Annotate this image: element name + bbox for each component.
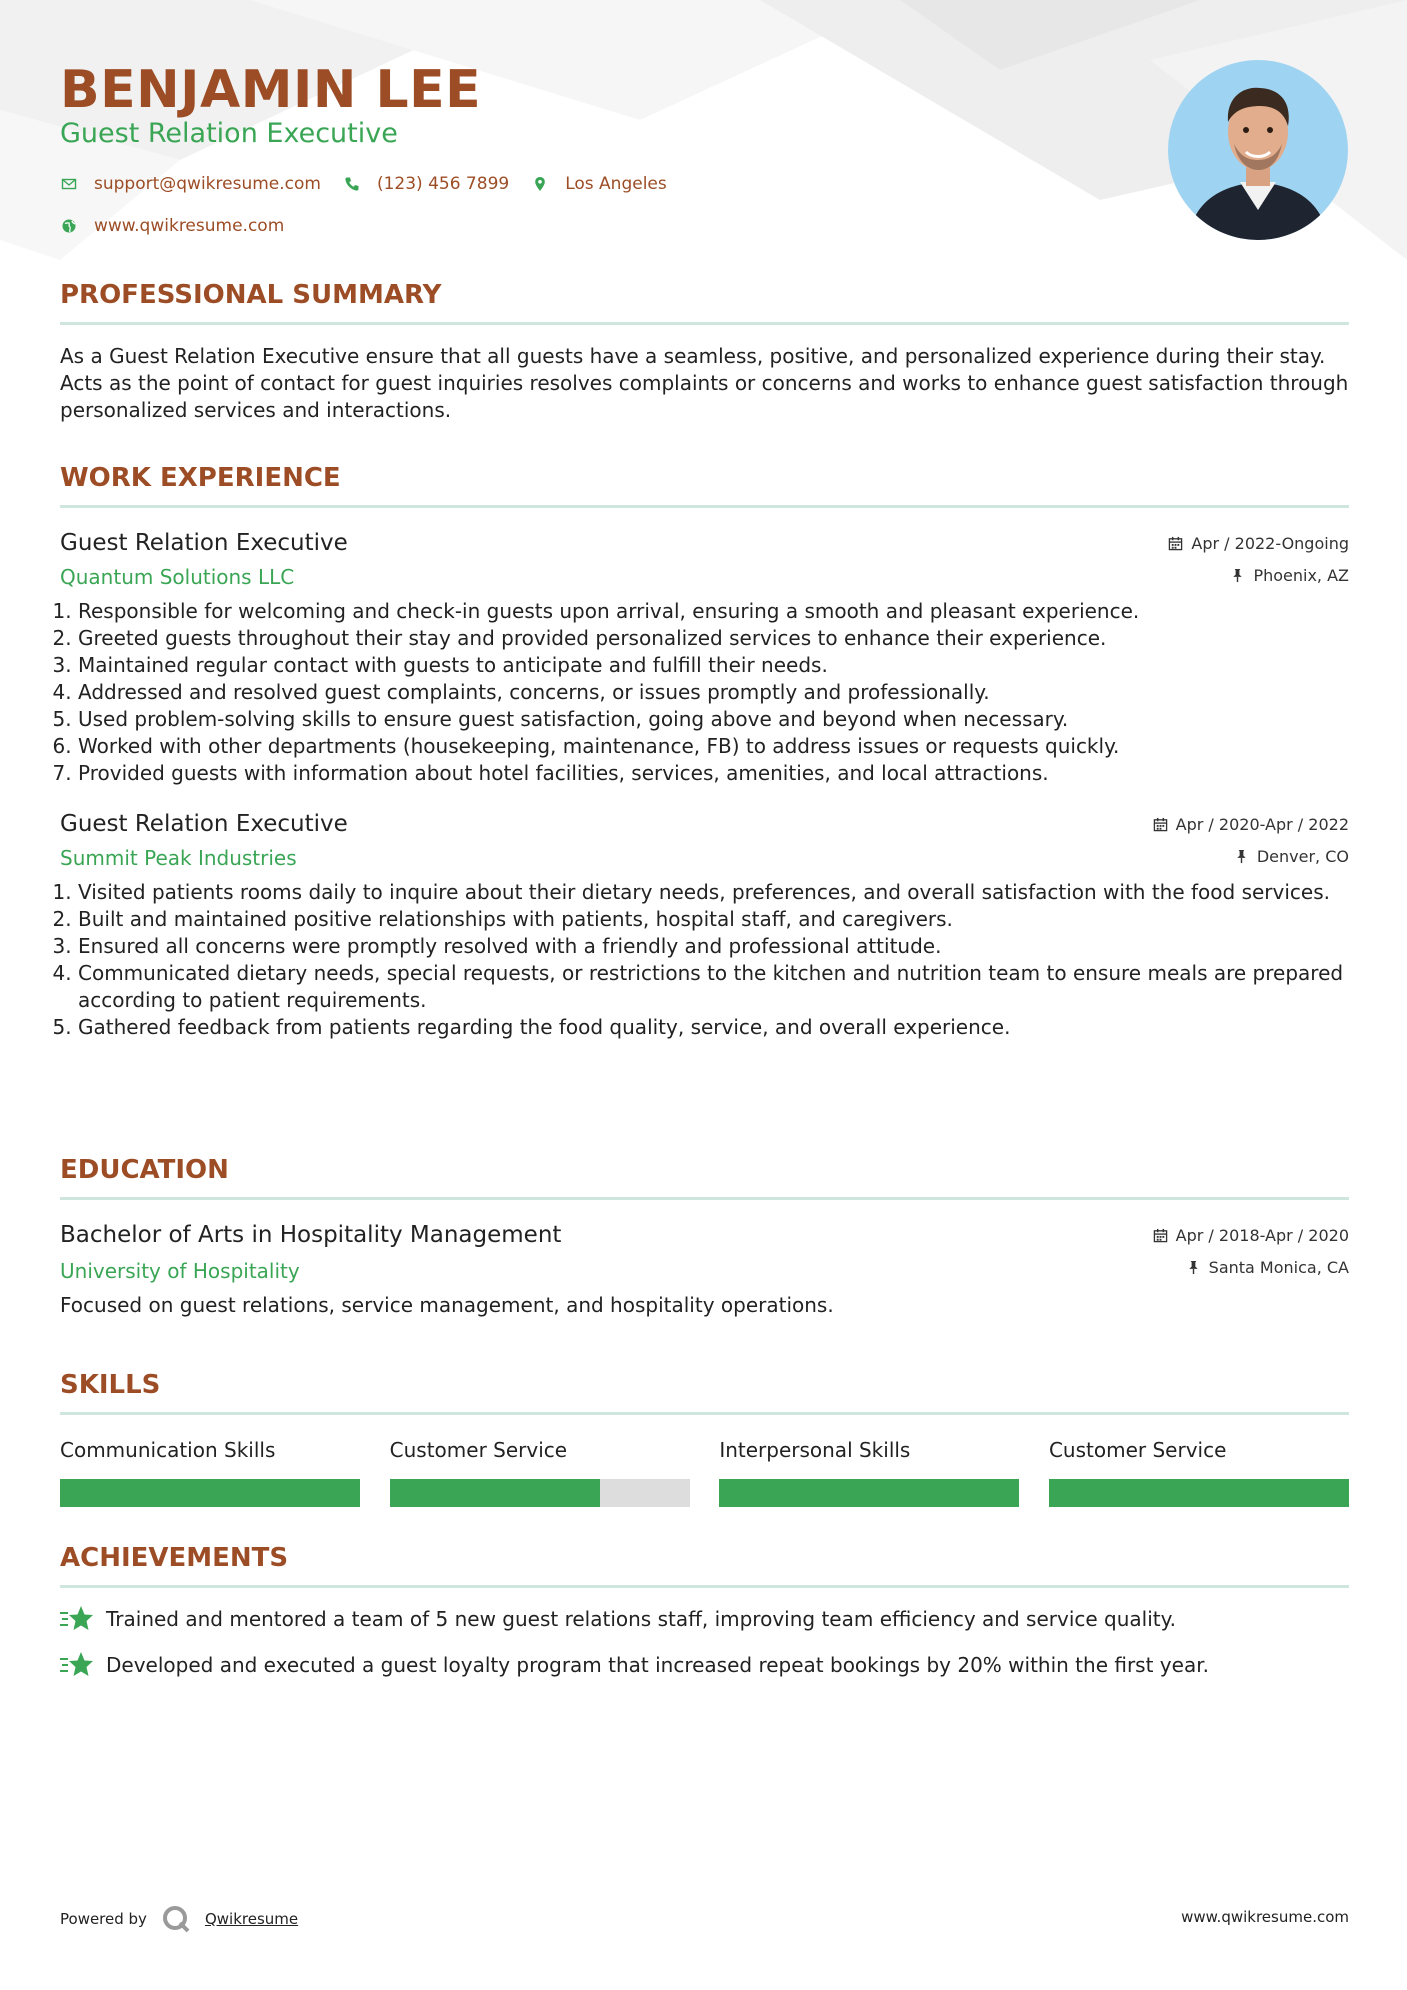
job-date bbox=[1168, 534, 1349, 553]
achievements-heading: ACHIEVEMENTS bbox=[60, 1543, 289, 1573]
website-text: www.qwikresume.com bbox=[94, 216, 285, 236]
envelope-icon bbox=[60, 175, 78, 193]
job-location bbox=[1230, 566, 1349, 585]
experience-heading: WORK EXPERIENCE bbox=[60, 463, 341, 493]
skill-level-bar bbox=[390, 1479, 690, 1507]
list-item: 4. Communicated dietary needs, special requests, or restrictions to the kitchen and nutrition team to ensure meals are prepared according to patient requirements. bbox=[78, 960, 1349, 1014]
list-item: 6. Worked with other departments (housekeeping, maintenance, FB) to address issues or requests quickly. bbox=[78, 733, 1349, 760]
star-achievement-icon bbox=[60, 1604, 94, 1634]
list-item: 1. Visited patients rooms daily to inquire about their dietary needs, preferences, and overall satisfaction with the food services. bbox=[78, 879, 1349, 906]
calendar-icon bbox=[1168, 536, 1183, 551]
candidate-name: BENJAMIN LEE bbox=[60, 60, 482, 120]
education-date-text: Apr / 2018-Apr / 2020 bbox=[1175, 1226, 1349, 1245]
achievements-section bbox=[60, 1541, 1349, 1680]
list-item: 2. Greeted guests throughout their stay and provided personalized services to enhance their experience. bbox=[78, 625, 1349, 652]
skills-heading: SKILLS bbox=[60, 1370, 161, 1400]
list-item: 3. Maintained regular contact with guests to anticipate and fulfill their needs. bbox=[78, 652, 1349, 679]
pushpin-icon bbox=[1234, 849, 1249, 864]
skill-item bbox=[1049, 1437, 1349, 1507]
job-date-text: Apr / 2022-Ongoing bbox=[1191, 534, 1349, 553]
skill-name: Customer Service bbox=[389, 1438, 568, 1462]
job-location bbox=[1234, 847, 1349, 866]
pushpin-icon bbox=[1186, 1260, 1201, 1275]
job-company: Summit Peak Industries bbox=[60, 846, 297, 870]
skill-name: Communication Skills bbox=[60, 1438, 276, 1462]
skill-item bbox=[719, 1437, 1019, 1507]
map-pin-icon bbox=[531, 175, 549, 193]
achievement-text: Trained and mentored a team of 5 new guest relations staff, improving team efficiency and service quality. bbox=[106, 1606, 1176, 1631]
skill-level-fill bbox=[390, 1479, 600, 1507]
job-date-text: Apr / 2020-Apr / 2022 bbox=[1175, 815, 1349, 834]
contact-info bbox=[60, 172, 1060, 256]
education-description: Focused on guest relations, service management, and hospitality operations. bbox=[60, 1293, 834, 1317]
phone-icon bbox=[343, 175, 361, 193]
skill-level-bar bbox=[1049, 1479, 1349, 1507]
skills-section bbox=[60, 1368, 1349, 1507]
candidate-title: Guest Relation Executive bbox=[60, 118, 398, 149]
pushpin-icon bbox=[1230, 568, 1245, 583]
job-company: Quantum Solutions LLC bbox=[60, 565, 295, 589]
website-contact[interactable] bbox=[60, 216, 284, 236]
list-item: 5. Gathered feedback from patients regarding the food quality, service, and overall experience. bbox=[78, 1014, 1349, 1041]
education-date bbox=[1153, 1226, 1349, 1245]
school: University of Hospitality bbox=[60, 1259, 300, 1283]
brand-link[interactable]: Qwikresume bbox=[204, 1910, 299, 1928]
section-divider bbox=[60, 1585, 1349, 1588]
list-item: 7. Provided guests with information about hotel facilities, services, amenities, and local attractions. bbox=[78, 760, 1349, 787]
degree: Bachelor of Arts in Hospitality Management bbox=[60, 1222, 562, 1248]
skill-level-bar bbox=[60, 1479, 360, 1507]
list-item: 1. Responsible for welcoming and check-in guests upon arrival, ensuring a smooth and pleasant experience. bbox=[78, 598, 1349, 625]
calendar-icon bbox=[1153, 817, 1168, 832]
footer-website[interactable]: www.qwikresume.com bbox=[1181, 1908, 1349, 1926]
job-duties bbox=[60, 879, 1349, 1041]
job-location-text: Denver, CO bbox=[1256, 847, 1349, 866]
location-text: Los Angeles bbox=[565, 174, 667, 194]
email-contact[interactable] bbox=[60, 174, 321, 194]
skill-name: Customer Service bbox=[1048, 1438, 1227, 1462]
phone-text: (123) 456 7899 bbox=[376, 174, 510, 194]
section-divider bbox=[60, 322, 1349, 325]
list-item: 2. Built and maintained positive relationships with patients, hospital staff, and caregivers. bbox=[78, 906, 1349, 933]
list-item: 3. Ensured all concerns were promptly resolved with a friendly and professional attitude. bbox=[78, 933, 1349, 960]
section-divider bbox=[60, 1412, 1349, 1415]
profile-photo bbox=[1168, 60, 1348, 240]
achievement-item bbox=[60, 1650, 1349, 1680]
job-entry bbox=[60, 809, 1349, 1041]
achievement-text: Developed and executed a guest loyalty program that increased repeat bookings by 20% within the first year. bbox=[106, 1652, 1209, 1677]
skill-level-fill bbox=[60, 1479, 360, 1507]
education-heading: EDUCATION bbox=[60, 1155, 229, 1185]
skill-name: Interpersonal Skills bbox=[719, 1438, 911, 1462]
job-role: Guest Relation Executive bbox=[60, 530, 348, 556]
skill-level-fill bbox=[719, 1479, 1019, 1507]
job-role: Guest Relation Executive bbox=[60, 811, 348, 837]
education-location-text: Santa Monica, CA bbox=[1208, 1258, 1349, 1277]
summary-text: As a Guest Relation Executive ensure that all guests have a seamless, positive, and personalized experience during their stay. Acts as the point of contact for guest inquiries resolves complaints or concerns and works to enhance guest satisfaction through personalized services and interactions. bbox=[60, 344, 1349, 422]
powered-by bbox=[60, 1904, 298, 1934]
summary-heading: PROFESSIONAL SUMMARY bbox=[60, 280, 442, 310]
education-entry bbox=[60, 1220, 1349, 1319]
job-date bbox=[1153, 815, 1349, 834]
qwikresume-logo-icon bbox=[161, 1904, 191, 1934]
skill-item bbox=[390, 1437, 690, 1507]
job-location-text: Phoenix, AZ bbox=[1253, 566, 1349, 585]
location-contact bbox=[531, 174, 667, 194]
skill-level-fill bbox=[1049, 1479, 1349, 1507]
list-item: 4. Addressed and resolved guest complaints, concerns, or issues promptly and professionally. bbox=[78, 679, 1349, 706]
job-duties bbox=[60, 598, 1349, 787]
globe-icon bbox=[60, 217, 78, 235]
star-achievement-icon bbox=[60, 1650, 94, 1680]
calendar-icon bbox=[1153, 1228, 1168, 1243]
page-footer bbox=[60, 1898, 1349, 1934]
powered-by-label: Powered by bbox=[60, 1910, 147, 1928]
section-divider bbox=[60, 1197, 1349, 1200]
section-divider bbox=[60, 505, 1349, 508]
experience-section bbox=[60, 461, 1349, 1041]
skills-list bbox=[60, 1437, 1349, 1507]
achievement-item bbox=[60, 1604, 1349, 1634]
job-entry bbox=[60, 528, 1349, 787]
phone-contact[interactable] bbox=[343, 174, 509, 194]
education-location bbox=[1186, 1258, 1349, 1277]
list-item: 5. Used problem-solving skills to ensure guest satisfaction, going above and beyond when necessary. bbox=[78, 706, 1349, 733]
skill-level-bar bbox=[719, 1479, 1019, 1507]
education-section bbox=[60, 1153, 1349, 1319]
email-text: support@qwikresume.com bbox=[94, 174, 321, 194]
skill-item bbox=[60, 1437, 360, 1507]
summary-section bbox=[60, 278, 1349, 424]
